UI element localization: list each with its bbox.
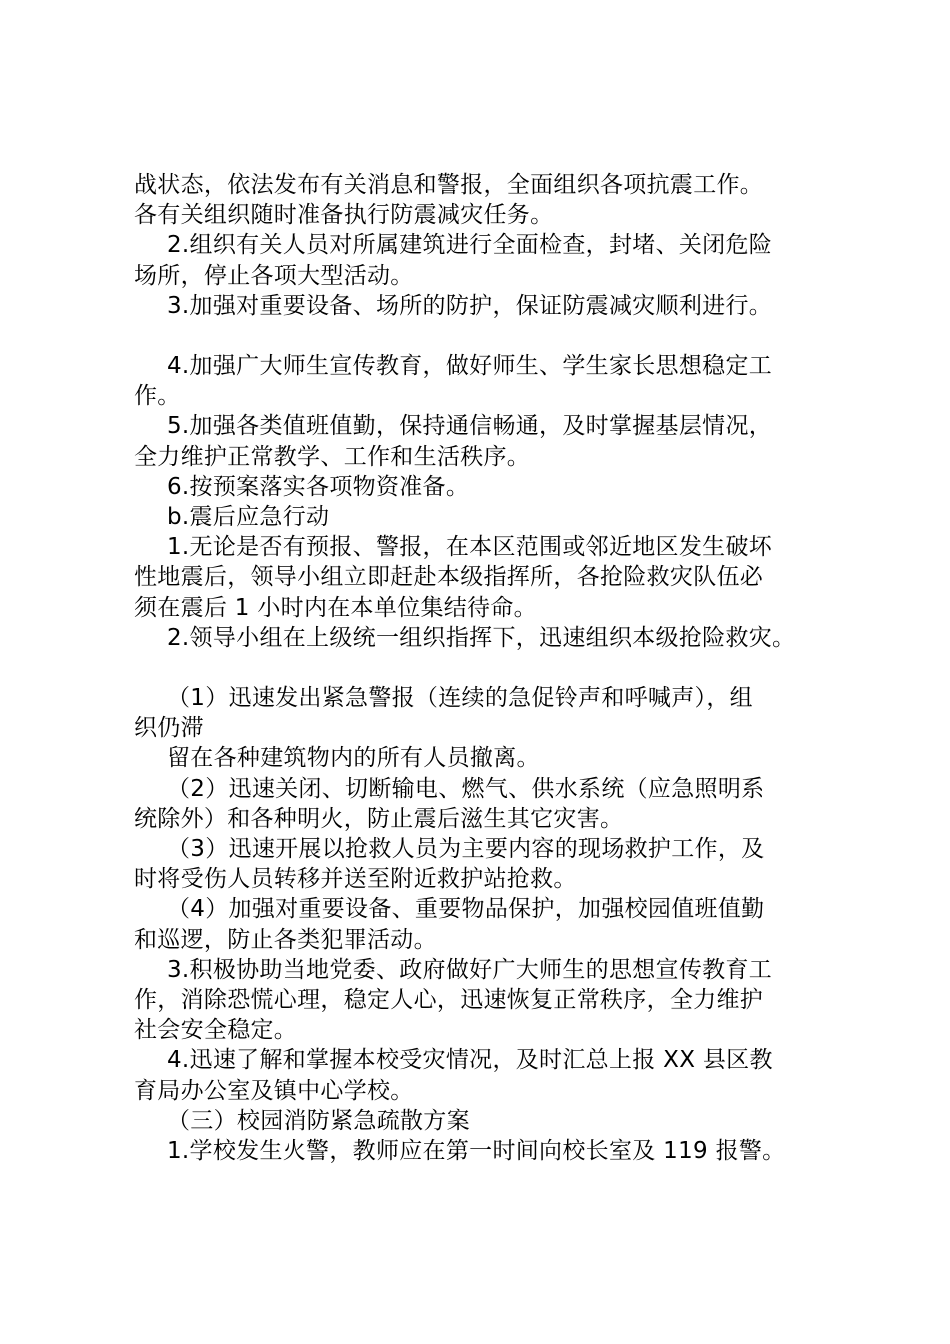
text-line: 作。 (134, 383, 181, 410)
text-line: b.震后应急行动 (167, 504, 330, 531)
paragraph (134, 774, 854, 834)
text-line: 各有关组织随时准备执行防震减灾任务。 (134, 202, 554, 229)
paragraph (134, 411, 854, 471)
paragraph (134, 743, 854, 773)
text-line: 作，消除恐慌心理，稳定人心，迅速恢复正常秩序，全力维护 (134, 987, 764, 1014)
text-line: 4.迅速了解和掌握本校受灾情况，及时汇总上报 XX 县区教 (167, 1047, 773, 1074)
paragraph (134, 623, 854, 653)
text-line: 4.加强广大师生宣传教育，做好师生、学生家长思想稳定工 (167, 353, 773, 380)
text-line: （3）迅速开展以抢救人员为主要内容的现场救护工作，及 (167, 836, 765, 863)
text-line: 社会安全稳定。 (134, 1017, 298, 1044)
text-line: （2）迅速关闭、切断输电、燃气、供水系统（应急照明系 (167, 775, 765, 802)
section-heading (134, 502, 854, 532)
paragraph (134, 472, 854, 502)
paragraph (134, 894, 854, 954)
paragraph (134, 230, 854, 290)
text-line: 1.学校发生火警，教师应在第一时间向校长室及 119 报警。 (167, 1138, 786, 1165)
text-line: 时将受伤人员转移并送至附近救护站抢救。 (134, 866, 577, 893)
text-line: 1.无论是否有预报、警报，在本区范围或邻近地区发生破坏 (167, 534, 773, 561)
paragraph (134, 1045, 854, 1105)
text-line: 6.按预案落实各项物资准备。 (167, 473, 470, 500)
blank-line (134, 321, 854, 351)
text-line: 5.加强各类值班值勤，保持通信畅通，及时掌握基层情况， (167, 413, 773, 440)
paragraph (134, 1136, 854, 1166)
text-line: 3.积极协助当地党委、政府做好广大师生的思想宣传教育工 (167, 956, 773, 983)
text-line: 统除外）和各种明火，防止震后滋生其它灾害。 (134, 805, 624, 832)
text-line: （1）迅速发出紧急警报（连续的急促铃声和呼喊声），组 (167, 685, 753, 712)
text-line: （4）加强对重要设备、重要物品保护，加强校园值班值勤 (167, 896, 765, 923)
text-line: 战状态，依法发布有关消息和警报，全面组织各项抗震工作。 (134, 172, 764, 198)
text-line: （三）校园消防紧急疏散方案 (167, 1107, 470, 1134)
text-line: 织仍滞 (134, 715, 204, 742)
text-line: 2.组织有关人员对所属建筑进行全面检查，封堵、关闭危险 (167, 232, 773, 259)
paragraph (134, 532, 854, 623)
text-line: 场所，停止各项大型活动。 (134, 262, 414, 289)
blank-line (134, 653, 854, 683)
text-line: 留在各种建筑物内的所有人员撤离。 (167, 745, 540, 772)
text-line: 性地震后，领导小组立即赶赴本级指挥所，各抢险救灾队伍必 (134, 564, 764, 591)
section-heading (134, 1106, 854, 1136)
paragraph (134, 351, 854, 411)
text-line: 2.领导小组在上级统一组织指挥下，迅速组织本级抢险救灾。 (167, 624, 796, 651)
text-line: 和巡逻，防止各类犯罪活动。 (134, 926, 437, 953)
paragraph (134, 683, 854, 743)
paragraph (134, 955, 854, 1046)
text-line: 3.加强对重要设备、场所的防护，保证防震减灾顺利进行。 (167, 292, 773, 319)
paragraph (134, 291, 854, 321)
paragraph (134, 834, 854, 894)
paragraph (134, 170, 854, 230)
document-body (134, 170, 854, 1166)
text-line: 全力维护正常教学、工作和生活秩序。 (134, 443, 531, 470)
text-line: 育局办公室及镇中心学校。 (134, 1077, 414, 1104)
text-line: 须在震后 1 小时内在本单位集结待命。 (134, 594, 537, 621)
